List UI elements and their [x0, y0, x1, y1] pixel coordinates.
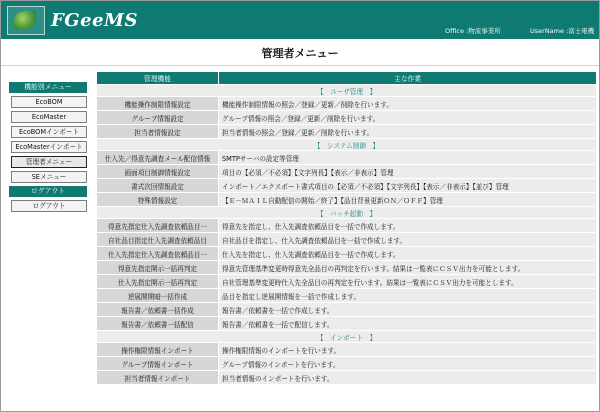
table-row [97, 111, 597, 125]
section-system-control: 【 システム制御 】 [97, 139, 597, 151]
function-description: 【Ｅ－ＭＡＩＬ自動配信の開始／終了】【品目背景更新ＯＮ／ＯＦＦ】管理 [219, 193, 597, 207]
function-link[interactable]: 画面項目制御情報設定 [97, 165, 219, 179]
function-description: 操作権限情報のインポートを行います。 [219, 343, 597, 357]
function-description: インポート／エクスポート書式項目の【必須／不必須】【文字列長】【表示／非表示】【並び】管理 [219, 179, 597, 193]
function-link[interactable]: 書式次回情報設定 [97, 179, 219, 193]
function-link[interactable]: 担当者情報設定 [97, 125, 219, 139]
table-row [97, 275, 597, 289]
table-row [97, 125, 597, 139]
function-link[interactable]: 得意先指定開示一括再判定 [97, 261, 219, 275]
table-row [97, 193, 597, 207]
page-title: 管理者メニュー [261, 47, 339, 60]
function-link[interactable]: 仕入先／得意先調査メール配信情報 [97, 151, 219, 165]
section-import: 【 インポート 】 [97, 331, 597, 343]
logout-button[interactable]: ログアウト [11, 200, 87, 212]
function-description: 品目を指定し逆展開情報を一括で作成します。 [219, 289, 597, 303]
function-link[interactable]: 操作権限情報インポート [97, 343, 219, 357]
table-row [97, 261, 597, 275]
sidebar-item-ecomaster-import[interactable]: EcoMasterインポート [11, 141, 87, 153]
function-description: SMTPサーバの設定等管理 [219, 151, 597, 165]
office-info: Office :物流事業所 [445, 27, 501, 35]
table-row [97, 179, 597, 193]
page-title-bar [1, 39, 599, 66]
function-link[interactable]: 得意先指定仕入先調査依頼品目一 [97, 219, 219, 233]
column-header-function: 管理機能 [97, 72, 219, 85]
function-link[interactable]: 報告書／依頼書一括配信 [97, 317, 219, 331]
logout-heading: ログアウト [9, 186, 87, 197]
function-description: 自社管理基準変更時仕入先全品目の再判定を行います。結果は一覧表にＣＳＶ出力を可能とします。 [219, 275, 597, 289]
function-description: 担当者情報の照会／登録／更新／削除を行います。 [219, 125, 597, 139]
app-logo [7, 6, 45, 35]
function-link[interactable]: グループ情報設定 [97, 111, 219, 125]
sidebar-item-se-menu[interactable]: SEメニュー [11, 171, 87, 183]
admin-function-table [96, 71, 596, 412]
function-description: 項目の【必須／不必須】【文字列長】【表示／非表示】管理 [219, 165, 597, 179]
function-description: 報告書／依頼書を一括で作成します。 [219, 303, 597, 317]
table-row [97, 151, 597, 165]
sidebar-item-ecobom-import[interactable]: EcoBOMインポート [11, 126, 87, 138]
column-header-task: 主な作業 [219, 72, 597, 85]
function-description: 報告書／依頼書を一括で配信します。 [219, 317, 597, 331]
table-row [97, 97, 597, 111]
function-description: 担当者情報のインポートを行います。 [219, 371, 597, 385]
app-title: FGeeMS [51, 10, 138, 31]
table-row [97, 165, 597, 179]
table-row [97, 343, 597, 357]
function-link[interactable]: 特殊情報設定 [97, 193, 219, 207]
table-row [97, 233, 597, 247]
sidebar-item-ecomaster[interactable]: EcoMaster [11, 111, 87, 123]
function-link[interactable]: 機能操作制限情報設定 [97, 97, 219, 111]
menu-heading: 機能別メニュー [9, 82, 87, 93]
table-row [97, 357, 597, 371]
leaf-icon [14, 11, 36, 29]
function-description: 自社品目を指定し、仕入先調査依頼品目を一括で作成します。 [219, 233, 597, 247]
function-description: 仕入先を指定し、仕入先調査依頼品目を一括で作成します。 [219, 247, 597, 261]
user-info: UserName :富士電機 [530, 27, 595, 35]
table-row [97, 247, 597, 261]
table-row [97, 371, 597, 385]
function-link[interactable]: グループ情報インポート [97, 357, 219, 371]
sidebar [9, 82, 87, 215]
table-row [97, 219, 597, 233]
table-row [97, 289, 597, 303]
table-row [97, 303, 597, 317]
section-user-management: 【 ユーザ管理 】 [97, 85, 597, 97]
function-description: グループ情報のインポートを行います。 [219, 357, 597, 371]
function-description: 得意先管理基準変更時得意先全品目の再判定を行います。結果は一覧表にＣＳＶ出力を可能とします。 [219, 261, 597, 275]
app-header [1, 1, 599, 40]
function-link[interactable]: 報告書／依頼書一括作成 [97, 303, 219, 317]
function-description: 得意先を指定し、仕入先調査依頼品目を一括で作成します。 [219, 219, 597, 233]
section-batch-launch: 【 バッチ起動 】 [97, 207, 597, 219]
sidebar-item-admin-menu[interactable]: 管理者メニュー [11, 156, 87, 168]
function-link[interactable]: 仕入先指定仕入先調査依頼品目一 [97, 247, 219, 261]
sidebar-item-ecobom[interactable]: EcoBOM [11, 96, 87, 108]
function-link[interactable]: 逆展開開暗一括作成 [97, 289, 219, 303]
function-link[interactable]: 仕入先指定開示一括再判定 [97, 275, 219, 289]
function-description: 機能操作制限情報の照会／登録／更新／削除を行います。 [219, 97, 597, 111]
function-link[interactable]: 自社品目指定仕入先調査依頼品目 [97, 233, 219, 247]
function-link[interactable]: 担当者情報インポート [97, 371, 219, 385]
function-description: グループ情報の照会／登録／更新／削除を行います。 [219, 111, 597, 125]
table-row [97, 317, 597, 331]
